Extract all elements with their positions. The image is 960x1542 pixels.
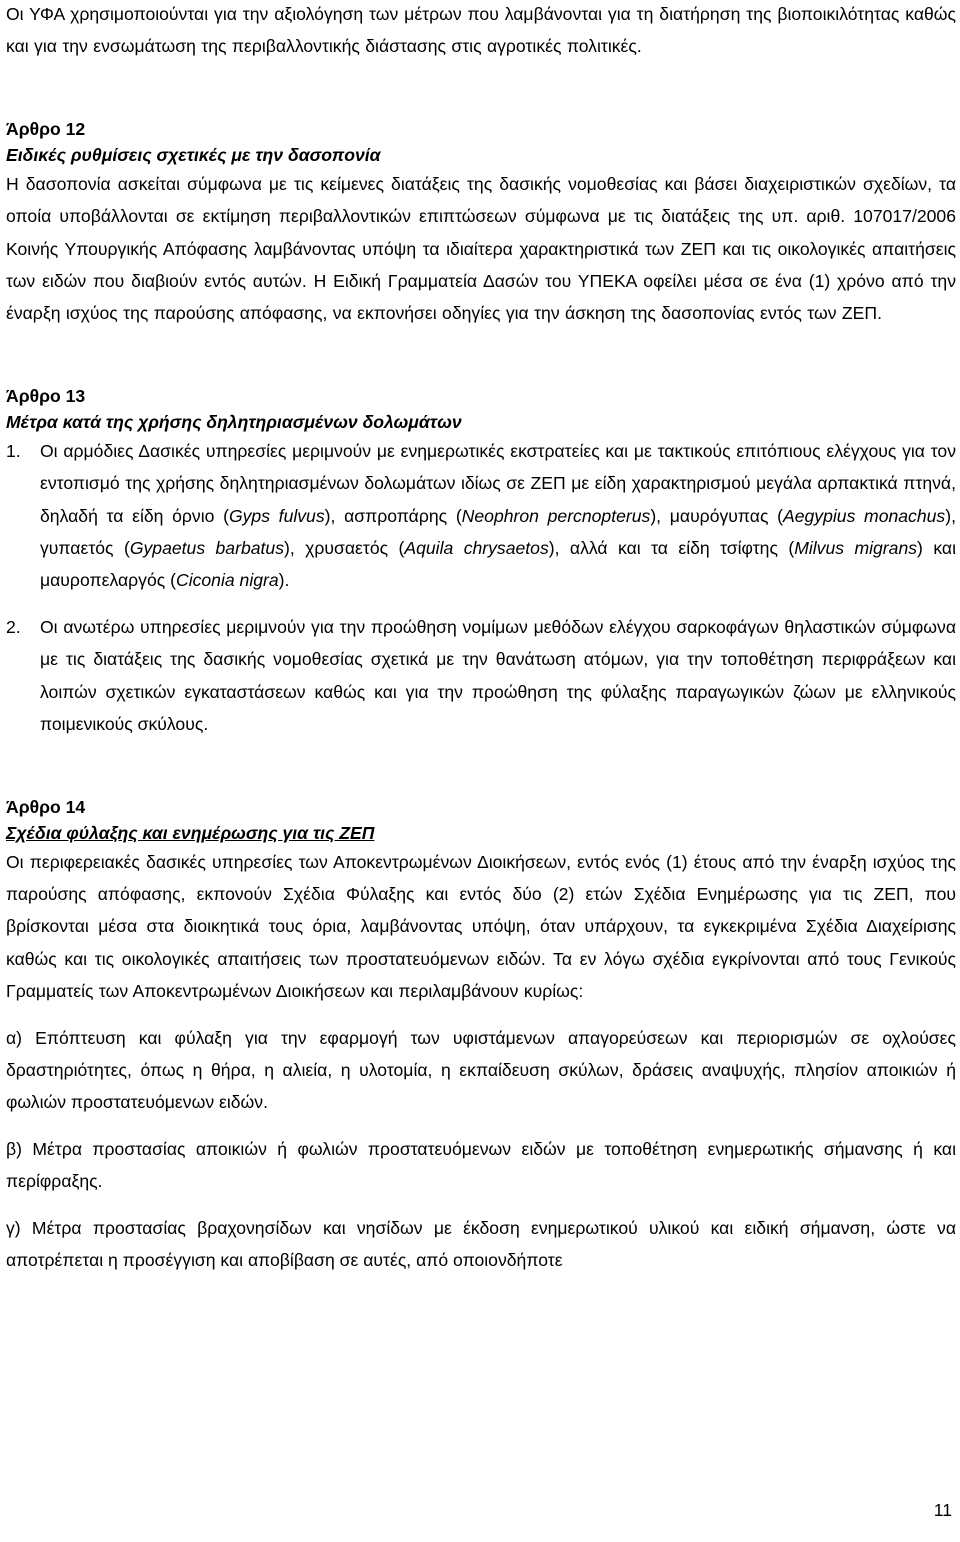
species-name: Aquila chrysaetos (404, 538, 549, 559)
spacer (6, 63, 956, 117)
text-run: ), αλλά και τα είδη τσίφτης ( (548, 538, 795, 559)
article-14-text: Οι περιφερειακές δασικές υπηρεσίες των Αποκεντρωμένων Διοικήσεων, εντός ενός (1) έτους από την έναρξη ισχύος της παρούσης απόφασης, εκπονούν Σχέδια Φύλαξης και εντός δύο (2) ετών Σχέδια Ενημέρωσης για τις ΖΕΠ, που βρίσκονται μέσα στα διοικητικά τους όρια, λαμβάνοντας υπόψη, όταν υπάρχουν, τα εγκεκριμένα Σχέδια Διαχείρισης καθώς και τις οικολογικές απαιτήσεις των προστατευόμενων ειδών. Τα εν λόγω σχέδια εγκρίνονται από τους Γενικούς Γραμματείς των Αποκεντρωμένων Διοικήσεων και περιλαμβάνουν κυρίως: (6, 851, 956, 1002)
text-run: ). (278, 570, 290, 591)
article-13-number: Άρθρο 13 (6, 385, 86, 406)
species-name: Gypaetus barbatus (129, 538, 284, 559)
article-12-text-a: Η δασοπονία ασκείται σύμφωνα με τις κείμενες διατάξεις της δασικής νομοθεσίας και βάσει διαχειριστικών σχεδίων, τα οποία υποβάλλονται σε εκτίμηση περιβαλλοντικών επιπτώσεων σύμφωνα με τις διατάξεις της υπ. αριθ. 107017/2006 Κοινής Υπουργικής Απόφασης λαμβάνοντας υπόψη τα ιδιαίτερα χαρακτηριστικά των ΖΕΠ και τις οικολογικές απαιτήσεις των ειδών που διαβιούν εντός αυτών. (6, 173, 956, 292)
page-number: 11 (933, 1500, 952, 1520)
species-name: Milvus migrans (794, 538, 918, 559)
list-item (6, 611, 956, 741)
text-run: ), ασπροπάρης ( (324, 505, 462, 526)
article-13-list (6, 435, 956, 741)
species-name: Gyps fulvus (228, 505, 325, 526)
list-item-number: 1. (6, 440, 21, 461)
text-run: ), χρυσαετός ( (284, 538, 405, 559)
text-run: ) και μαυροπελαργός ( (40, 538, 956, 591)
article-13 (6, 384, 956, 741)
article-14-title: Σχέδια φύλαξης και ενημέρωσης για τις ΖΕΠ (6, 822, 375, 843)
article-14-item-c: γ) Μέτρα προστασίας βραχονησίδων και νησίδων με έκδοση ενημερωτικού υλικού και ειδική σήμανση, ώστε να αποτρέπεται η προσέγγιση και αποβίβαση σε αυτές, από οποιονδήποτε (6, 1217, 956, 1270)
article-12-title: Ειδικές ρυθμίσεις σχετικές με την δασοπονία (6, 144, 381, 165)
article-14-item-b: β) Μέτρα προστασίας αποικιών ή φωλιών προστατευόμενων ειδών με τοποθέτηση ενημερωτικής σήμανσης ή και περίφραξης. (6, 1138, 956, 1192)
article-12-number: Άρθρο 12 (6, 118, 86, 139)
article-12-text (6, 168, 956, 330)
article-14-item-a: α) Επόπτευση και φύλαξη για την εφαρμογή των υφιστάμενων απαγορεύσεων και περιορισμών σε οχλούσες δραστηριότητες, όπως η θήρα, η αλιεία, η υλοτομία, η εκπαίδευση σκύλων, δράσεις αναψυχής, πλησίον αποικιών ή φωλιών προστατευόμενων ειδών. (6, 1027, 956, 1113)
species-name: Neophron percnopterus (461, 505, 651, 526)
text-run: ), γυπαετός ( (40, 505, 956, 559)
spacer (6, 330, 956, 384)
article-12 (6, 117, 956, 330)
article-13-title: Μέτρα κατά της χρήσης δηλητηριασμένων δολωμάτων (6, 411, 462, 432)
article-14 (6, 795, 956, 1277)
spacer (6, 1008, 956, 1022)
document-page (6, 0, 956, 1276)
intro-paragraph: Οι ΥΦΑ χρησιμοποιούνται για την αξιολόγηση των μέτρων που λαμβάνονται για τη διατήρηση της βιοποικιλότητας καθώς και για την ενσωμάτωση της περιβαλλοντικής διάστασης στις αγροτικές πολιτικές. (6, 4, 956, 57)
spacer (6, 741, 956, 795)
species-name: Aegypius monachus (782, 505, 946, 526)
text-run: Οι αρμόδιες Δασικές υπηρεσίες μεριμνούν με ενημερωτικές εκστρατείες και με τακτικούς επιτόπιους ελέγχους για τον εντοπισμό της χρήσης δηλητηριασμένων δολωμάτων ιδίως σε ΖΕΠ με είδη χαρακτηρισμού μεγάλα αρπακτικά πτηνά, δηλαδή τα είδη όρνιο ( (40, 440, 956, 526)
article-12-text-b: Η Ειδική Γραμματεία Δασών του ΥΠΕΚΑ οφείλει μέσα σε ένα (1) χρόνο από την έναρξη ισχύος της παρούσης απόφασης, να εκπονήσει οδηγίες για την άσκηση της δασοπονίας εντός των ΖΕΠ. (6, 271, 956, 324)
species-name: Ciconia nigra (175, 570, 279, 591)
list-item-number: 2. (6, 616, 21, 637)
article-14-number: Άρθρο 14 (6, 796, 86, 817)
text-run: ), μαυρόγυπας ( (650, 505, 783, 526)
list-item-text: Οι ανωτέρω υπηρεσίες μεριμνούν για την προώθηση νομίμων μεθόδων ελέγχου σαρκοφάγων θηλαστικών σύμφωνα με τις διατάξεις της δασικής νομοθεσίας σχετικά με την θανάτωση ατόμων, για την τοποθέτηση περιφράξεων και λοιπών σχετικών εγκαταστάσεων καθώς και για την προώθηση της φύλαξης παραγωγικών ζώων με ελληνικούς ποιμενικούς σκύλους. (40, 616, 956, 735)
list-item (6, 435, 956, 597)
